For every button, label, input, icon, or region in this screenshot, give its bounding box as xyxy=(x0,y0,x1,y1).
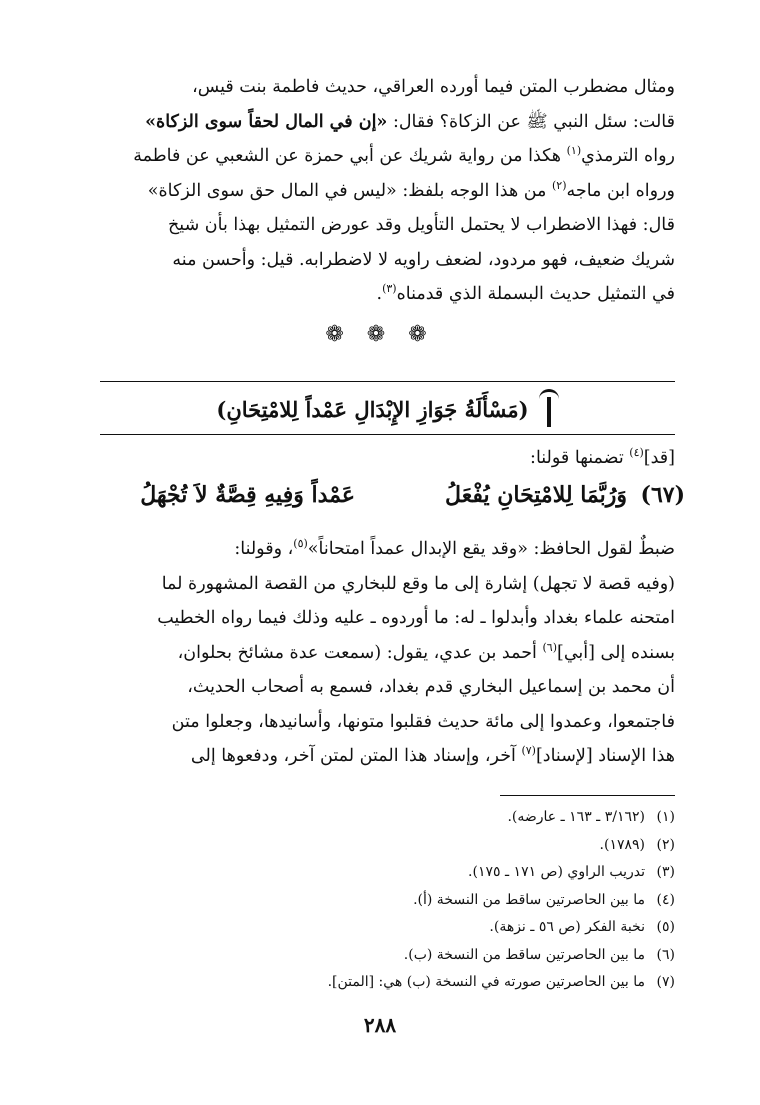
footnote-ref: (٦) xyxy=(542,640,557,654)
footnote-ref: (٣) xyxy=(382,282,397,296)
footnote xyxy=(100,859,675,887)
footnote-divider xyxy=(500,795,675,796)
text-run: . xyxy=(376,284,383,304)
text-run: في التمثيل حديث البسملة الذي قدمناه xyxy=(396,284,675,304)
text-run: بسنده إلى [أبي] xyxy=(557,642,675,663)
section-separator: ❁ ❁ ❁ xyxy=(325,322,435,347)
text-line xyxy=(100,174,675,209)
footnote-number: (٢) xyxy=(656,836,675,853)
section-heading-text: (مَسْأَلَةُ جَوَازِ الإِبْدَالِ عَمْداً لِلامْتِحَانِ) xyxy=(216,396,529,422)
footnote-text: نخبة الفكر (ص ٥٦ ـ نزهة). xyxy=(489,919,645,935)
footnote-text: ما بين الحاصرتين ساقط من النسخة (أ). xyxy=(413,891,645,908)
text-line xyxy=(100,139,675,174)
text-line: شريك ضعيف، فهو مردود، لضعف راويه لا لاضطرابه. قيل: وأحسن منه xyxy=(172,249,675,270)
paragraph-mudtarib xyxy=(100,70,675,312)
text-run: تضمنها قولنا: xyxy=(530,448,630,468)
ornament-icon xyxy=(539,389,559,429)
poem-verse xyxy=(85,478,685,518)
page-number: ٢٨٨ xyxy=(363,1013,397,1037)
footnote-ref: (٤) xyxy=(629,446,644,460)
paragraph-commentary xyxy=(100,532,675,774)
footnote xyxy=(100,914,675,942)
text-line xyxy=(100,532,675,567)
verse-number: (٦٧) xyxy=(640,482,685,508)
text-line: فاجتمعوا، وعمدوا إلى مائة حديث فقلبوا متونها، وأسانيدها، وجعلوا متن xyxy=(171,711,675,732)
footnote-text: (٣/١٦٢ ـ ١٦٣ ـ عارضه). xyxy=(507,809,645,825)
verse-intro xyxy=(100,442,675,474)
footnote-text: ما بين الحاصرتين ساقط من النسخة (ب). xyxy=(403,946,645,963)
footnote-number: (٧) xyxy=(656,974,675,990)
text-run: [قد] xyxy=(643,448,675,468)
footnote-ref: (٥) xyxy=(293,537,308,551)
text-run: رواه الترمذي xyxy=(581,146,675,166)
text-line xyxy=(100,105,675,140)
text-run: ضبطٌ لقول الحافظ: «وقد يقع الإبدال عمداً امتحاناً» xyxy=(307,539,675,559)
section-heading xyxy=(100,386,675,432)
footnote-number: (٣) xyxy=(656,864,675,880)
footnote xyxy=(100,887,675,915)
text-line: امتحنه علماء بغداد وأبدلوا ـ له: ما أوردوه ـ عليه وذلك فيما رواه الخطيب xyxy=(157,608,675,628)
footnote-text: ما بين الحاصرتين صورته في النسخة (ب) هي: [المتن]. xyxy=(327,974,645,990)
text-run: آخر، وإسناد هذا المتن لمتن آخر، ودفعوها إلى xyxy=(190,746,522,766)
verse-hemistich-second: عَمْداً وَفِيهِ قِصَّةٌ لاَ تُجْهَلُ xyxy=(140,482,355,508)
text-run: من هذا الوجه بلفظ: «ليس في المال حق سوى الزكاة» xyxy=(147,180,552,201)
footnote-text: (١٧٨٩). xyxy=(599,836,645,853)
text-line: قال: فهذا الاضطراب لا يحتمل التأويل وقد عورض التمثيل بهذا بأن شيخ xyxy=(168,215,675,235)
text-run: قالت: سئل النبي ﷺ عن الزكاة؟ فقال: xyxy=(387,111,675,132)
footnote-number: (٤) xyxy=(656,891,675,908)
footnote-ref: (١) xyxy=(566,144,582,158)
footnote xyxy=(100,832,675,860)
footnote-number: (٥) xyxy=(656,919,675,935)
text-run: أحمد بن عدي، يقول: (سمعت عدة مشائخ بحلوان، xyxy=(177,642,543,663)
text-run: هكذا من رواية شريك عن أبي حمزة عن الشعبي عن فاطمة xyxy=(133,146,567,166)
footnote xyxy=(100,942,675,970)
text-run: هذا الإسناد [لإسناد] xyxy=(535,746,675,766)
footnotes xyxy=(100,804,675,997)
footnote xyxy=(100,969,675,997)
footnote-ref: (٢) xyxy=(552,178,567,192)
footnote-number: (١) xyxy=(656,809,675,825)
text-line: أن محمد بن إسماعيل البخاري قدم بغداد، فسمع به أصحاب الحديث، xyxy=(187,677,675,697)
text-line xyxy=(100,636,675,671)
text-run: ، وقولنا: xyxy=(234,539,294,559)
text-line xyxy=(100,739,675,774)
footnote xyxy=(100,804,675,832)
text-line: ومثال مضطرب المتن فيما أورده العراقي، حديث فاطمة بنت قيس، xyxy=(192,77,675,97)
text-run: ورواه ابن ماجه xyxy=(566,180,675,201)
heading-rule-top xyxy=(100,381,675,382)
footnote-text: تدريب الراوي (ص ١٧١ ـ ١٧٥). xyxy=(468,864,645,880)
footnote-number: (٦) xyxy=(656,946,675,963)
footnote-ref: (٧) xyxy=(521,744,536,758)
hadith-quote: «إن في المال لحقاً سوى الزكاة» xyxy=(145,111,388,132)
text-line xyxy=(100,277,675,312)
verse-hemistich-first: وَرُبَّمَا لِلامْتِحَانِ يُفْعَلُ xyxy=(445,482,627,508)
heading-rule-bottom xyxy=(100,434,675,435)
text-line: (وفيه قصة لا تجهل) إشارة إلى ما وقع للبخاري من القصة المشهورة لما xyxy=(161,573,675,594)
